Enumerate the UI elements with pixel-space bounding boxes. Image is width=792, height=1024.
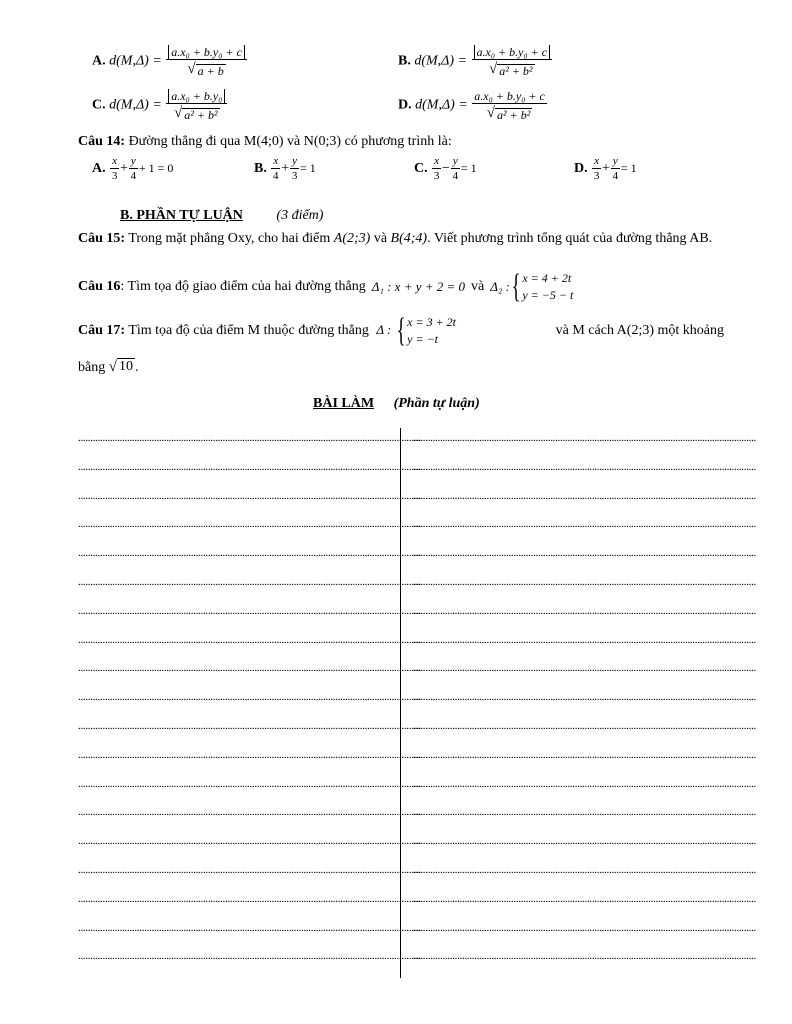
option-denominator: a² + b² <box>497 108 531 122</box>
question-text: Đường thẳng đi qua M(4;0) và N(0;3) có phương trình là: <box>128 134 452 149</box>
answer-line-right: ............................................................................................................................................ <box>413 950 757 963</box>
conjunction: và <box>373 231 388 246</box>
answer-line-right: ............................................................................................................................................ <box>413 691 757 704</box>
answer-line-right: ............................................................................................................................................ <box>413 777 757 790</box>
q14-option-c <box>414 156 477 182</box>
frac-num: x <box>112 155 118 167</box>
answer-line-right: ............................................................................................................................................ <box>413 835 757 848</box>
q13-option-b: B. d(M,Δ) = a.x₀ + b.y₀ + c √ a² + b² <box>398 46 553 77</box>
q16 <box>78 270 573 304</box>
answer-line-right: ............................................................................................................................................ <box>413 806 757 819</box>
q13-option-a: A. d(M,Δ) = a.x₀ + b.y₀ + c √ a + b <box>92 46 248 77</box>
option-lhs: d(M,Δ) = <box>109 97 162 113</box>
frac-num: y <box>130 155 136 167</box>
q17-line-1 <box>78 314 724 348</box>
answer-line-left: ............................................................................................................................................ <box>78 950 422 963</box>
option-numerator: a.x₀ + b.y₀ + c <box>474 45 551 59</box>
answer-line-left: ............................................................................................................................................ <box>78 489 422 502</box>
system-eq-1: x = 4 + 2t <box>522 271 572 285</box>
option-label: C. <box>414 161 428 177</box>
option-numerator: a.x₀ + b.y₀ <box>168 89 225 103</box>
answer-line-right: ............................................................................................................................................ <box>413 720 757 732</box>
line-name: Δ : <box>376 322 392 338</box>
system-eq-2: y = −t <box>407 332 438 346</box>
answer-title: BÀI LÀM <box>313 396 375 411</box>
frac-den: 4 <box>273 170 279 182</box>
q14-option-d <box>574 156 637 182</box>
frac-den: 4 <box>612 170 619 182</box>
answer-line-left: ............................................................................................................................................ <box>78 518 422 531</box>
frac-num: x <box>434 155 440 167</box>
option-label: A. <box>92 53 106 69</box>
frac-den: 4 <box>130 170 137 182</box>
conjunction: và <box>471 279 485 294</box>
frac-den: 3 <box>433 170 440 182</box>
option-lhs: d(M,Δ) = <box>415 97 468 113</box>
line-2-name: Δ₂ : <box>490 279 510 294</box>
rhs: = 1 <box>460 161 477 176</box>
answer-line-right: ............................................................................................................................................ <box>413 518 757 531</box>
q13-option-d: D. d(M,Δ) = a.x₀ + b.y₀ + c √ a² + b² <box>398 89 545 122</box>
option-denominator: a² + b² <box>499 64 533 78</box>
question-text: : Tìm tọa độ giao điểm của hai đường thẳng <box>120 279 366 294</box>
line-2-system: { x = 4 + 2t y = −5 − t <box>511 268 574 305</box>
option-label: A. <box>92 161 106 177</box>
answer-line-right: ............................................................................................................................................ <box>413 460 757 473</box>
answer-line-left: ............................................................................................................................................ <box>78 460 422 473</box>
answer-line-left: ............................................................................................................................................ <box>78 720 422 732</box>
q14-option-a <box>92 156 173 182</box>
option-label: B. <box>398 53 411 69</box>
question-label: Câu 17: <box>78 323 126 339</box>
q17-line-2: bằng √ 10 . <box>78 359 139 375</box>
question-text-3: bằng <box>78 360 106 375</box>
answer-line-left: ............................................................................................................................................ <box>78 633 422 646</box>
section-b-heading <box>120 208 323 224</box>
q14-option-b <box>254 156 316 182</box>
point-a: A(2;3) <box>333 231 371 246</box>
section-title: B. PHẦN TỰ LUẬN <box>120 208 243 223</box>
operator: + <box>281 161 290 177</box>
answer-line-right: ............................................................................................................................................ <box>413 432 757 444</box>
period: . <box>134 360 139 375</box>
question-text: Tìm tọa độ của điểm M thuộc đường thẳng <box>128 323 369 339</box>
rhs: = 1 <box>300 161 316 176</box>
frac-den: 3 <box>593 170 600 182</box>
line-1: Δ₁ : x + y + 2 = 0 <box>371 279 466 294</box>
line-system: { x = 3 + 2t y = −t <box>396 312 456 349</box>
answer-line-right: ............................................................................................................................................ <box>413 489 757 502</box>
answer-line-right: ............................................................................................................................................ <box>413 864 757 876</box>
frac-num: y <box>452 155 458 167</box>
option-label: C. <box>92 97 106 113</box>
frac-num: x <box>594 155 600 167</box>
question-text-2: và M cách A(2;3) một khoảng <box>555 323 724 338</box>
option-numerator: a.x₀ + b.y₀ + c <box>474 89 545 103</box>
option-label: D. <box>398 97 412 113</box>
q14-stem <box>78 134 452 150</box>
answer-line-left: ............................................................................................................................................ <box>78 806 422 819</box>
operator: + <box>120 161 128 177</box>
answer-line-left: ............................................................................................................................................ <box>78 604 422 617</box>
answer-line-left: ............................................................................................................................................ <box>78 777 422 790</box>
frac-num: y <box>612 155 618 167</box>
answer-line-right: ............................................................................................................................................ <box>413 547 757 560</box>
question-text-end: . Viết phương trình tổng quát của đường thẳng AB. <box>427 231 713 246</box>
q15 <box>78 228 724 250</box>
option-denominator: a + b <box>197 64 224 78</box>
question-label: Câu 16 <box>78 279 121 294</box>
answer-line-left: ............................................................................................................................................ <box>78 691 422 704</box>
frac-num: y <box>292 155 298 167</box>
option-label: D. <box>574 161 588 177</box>
answer-line-left: ............................................................................................................................................ <box>78 662 422 675</box>
question-label: Câu 14: <box>78 134 126 149</box>
answer-line-right: ............................................................................................................................................ <box>413 633 757 646</box>
answer-line-right: ............................................................................................................................................ <box>413 748 757 761</box>
answer-heading <box>313 396 480 412</box>
frac-den: 4 <box>452 170 459 182</box>
rhs: + 1 = 0 <box>138 161 174 176</box>
operator: − <box>442 161 450 177</box>
answer-line-left: ............................................................................................................................................ <box>78 576 422 588</box>
answer-line-left: ............................................................................................................................................ <box>78 432 422 444</box>
answer-line-right: ............................................................................................................................................ <box>413 662 757 675</box>
answer-line-left: ............................................................................................................................................ <box>78 835 422 848</box>
answer-line-right: ............................................................................................................................................ <box>413 921 757 934</box>
point-b: B(4;4) <box>390 231 428 246</box>
option-denominator: a² + b² <box>184 108 218 122</box>
q13-option-c: C. d(M,Δ) = a.x₀ + b.y₀ √ a² + b² <box>92 90 228 121</box>
option-lhs: d(M,Δ) = <box>109 53 162 69</box>
answer-line-right: ............................................................................................................................................ <box>413 892 757 905</box>
answer-line-left: ............................................................................................................................................ <box>78 864 422 876</box>
answer-line-left: ............................................................................................................................................ <box>78 748 422 761</box>
answer-line-left: ............................................................................................................................................ <box>78 547 422 560</box>
question-text: Trong mặt phẳng Oxy, cho hai điểm <box>128 231 331 246</box>
answer-line-right: ............................................................................................................................................ <box>413 576 757 588</box>
operator: + <box>602 161 610 177</box>
system-eq-1: x = 3 + 2t <box>407 315 456 329</box>
frac-den: 3 <box>111 170 118 182</box>
sqrt-value: 10 <box>118 359 133 374</box>
section-points: (3 điểm) <box>276 208 324 223</box>
frac-num: x <box>273 155 279 167</box>
rhs: = 1 <box>620 161 637 176</box>
system-eq-2: y = −5 − t <box>522 288 574 302</box>
option-label: B. <box>254 161 267 177</box>
answer-subtitle: (Phần tự luận) <box>393 396 480 411</box>
answer-line-left: ............................................................................................................................................ <box>78 921 422 934</box>
answer-line-right: ............................................................................................................................................ <box>413 604 757 617</box>
option-numerator: a.x₀ + b.y₀ + c <box>168 45 245 59</box>
option-lhs: d(M,Δ) = <box>414 53 467 69</box>
frac-den: 3 <box>291 170 298 182</box>
question-label: Câu 15: <box>78 231 126 246</box>
answer-line-left: ............................................................................................................................................ <box>78 892 422 905</box>
